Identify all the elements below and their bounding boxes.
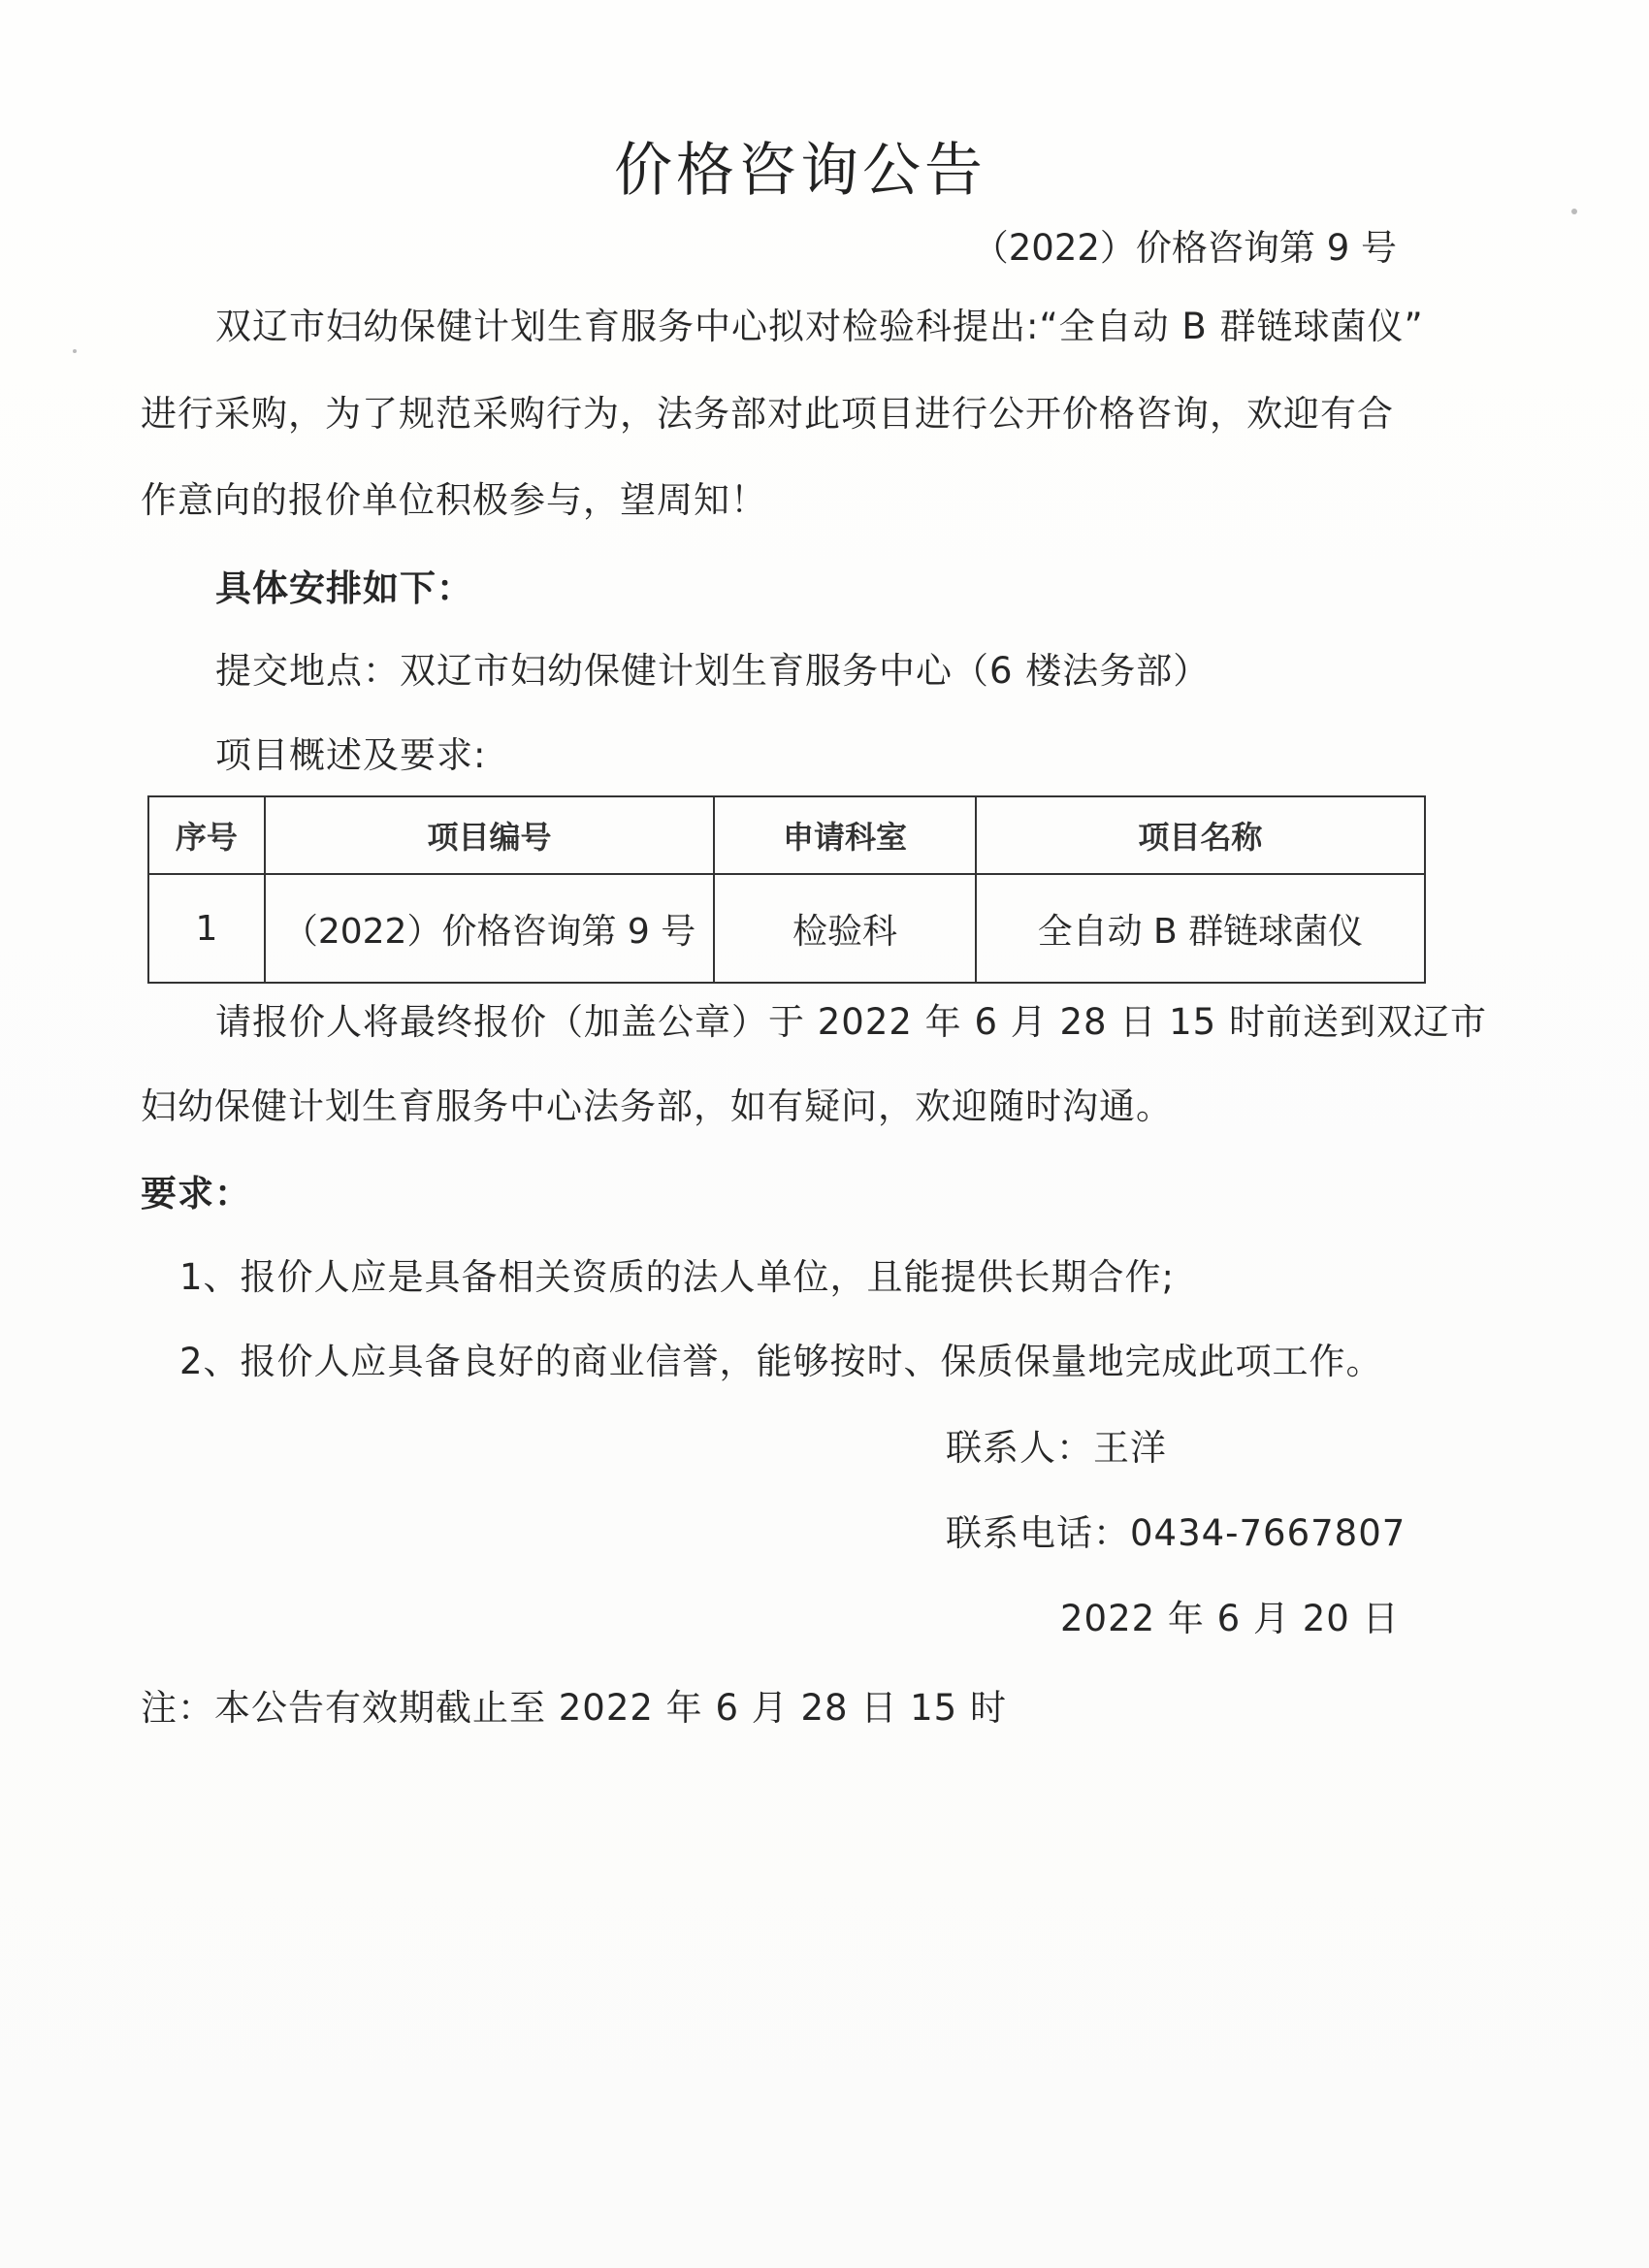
table-cell: 全自动 B 群链球菌仪 [976, 874, 1425, 983]
arrangement-heading: 具体安排如下： [215, 567, 473, 609]
table-cell: 检验科 [714, 874, 976, 983]
table-header-cell: 申请科室 [714, 796, 976, 874]
table-cell: 1 [148, 874, 265, 983]
issue-date: 2022 年 6 月 20 日 [1060, 1598, 1400, 1639]
requirement-item-2: 2、报价人应具备良好的商业信誉，能够按时、保质保量地完成此项工作。 [179, 1341, 1383, 1382]
document-number: （2022）价格咨询第 9 号 [972, 227, 1397, 269]
deadline-line-1: 请报价人将最终报价（加盖公章）于 2022 年 6 月 28 日 15 时前送到双辽市 [215, 1001, 1487, 1043]
requirement-item-1: 1、报价人应是具备相关资质的法人单位，且能提供长期合作; [179, 1256, 1176, 1298]
scan-speck [73, 349, 77, 353]
table-header-cell: 项目编号 [265, 796, 714, 874]
overview-label: 项目概述及要求: [215, 734, 487, 776]
intro-line-3: 作意向的报价单位积极参与，望周知！ [141, 479, 767, 521]
requirements-heading: 要求： [141, 1173, 251, 1215]
contact-person: 联系人：王洋 [946, 1427, 1167, 1469]
project-table [147, 795, 1426, 984]
submit-location: 提交地点：双辽市妇幼保健计划生育服务中心（6 楼法务部） [215, 650, 1211, 692]
table-cell: （2022）价格咨询第 9 号 [265, 874, 714, 983]
table-header-row [148, 796, 1425, 874]
intro-line-2: 进行采购，为了规范采购行为，法务部对此项目进行公开价格咨询，欢迎有合 [141, 393, 1394, 435]
deadline-line-2: 妇幼保健计划生育服务中心法务部，如有疑问，欢迎随时沟通。 [141, 1085, 1173, 1127]
contact-phone: 联系电话：0434-7667807 [946, 1512, 1406, 1554]
table-row [148, 874, 1425, 983]
table-header-cell: 序号 [148, 796, 265, 874]
page-title: 价格咨询公告 [614, 137, 986, 205]
table-header-cell: 项目名称 [976, 796, 1425, 874]
intro-line-1: 双辽市妇幼保健计划生育服务中心拟对检验科提出:“全自动 B 群链球菌仪” [215, 306, 1424, 347]
validity-note: 注：本公告有效期截止至 2022 年 6 月 28 日 15 时 [141, 1687, 1007, 1729]
scan-speck [1571, 209, 1577, 214]
